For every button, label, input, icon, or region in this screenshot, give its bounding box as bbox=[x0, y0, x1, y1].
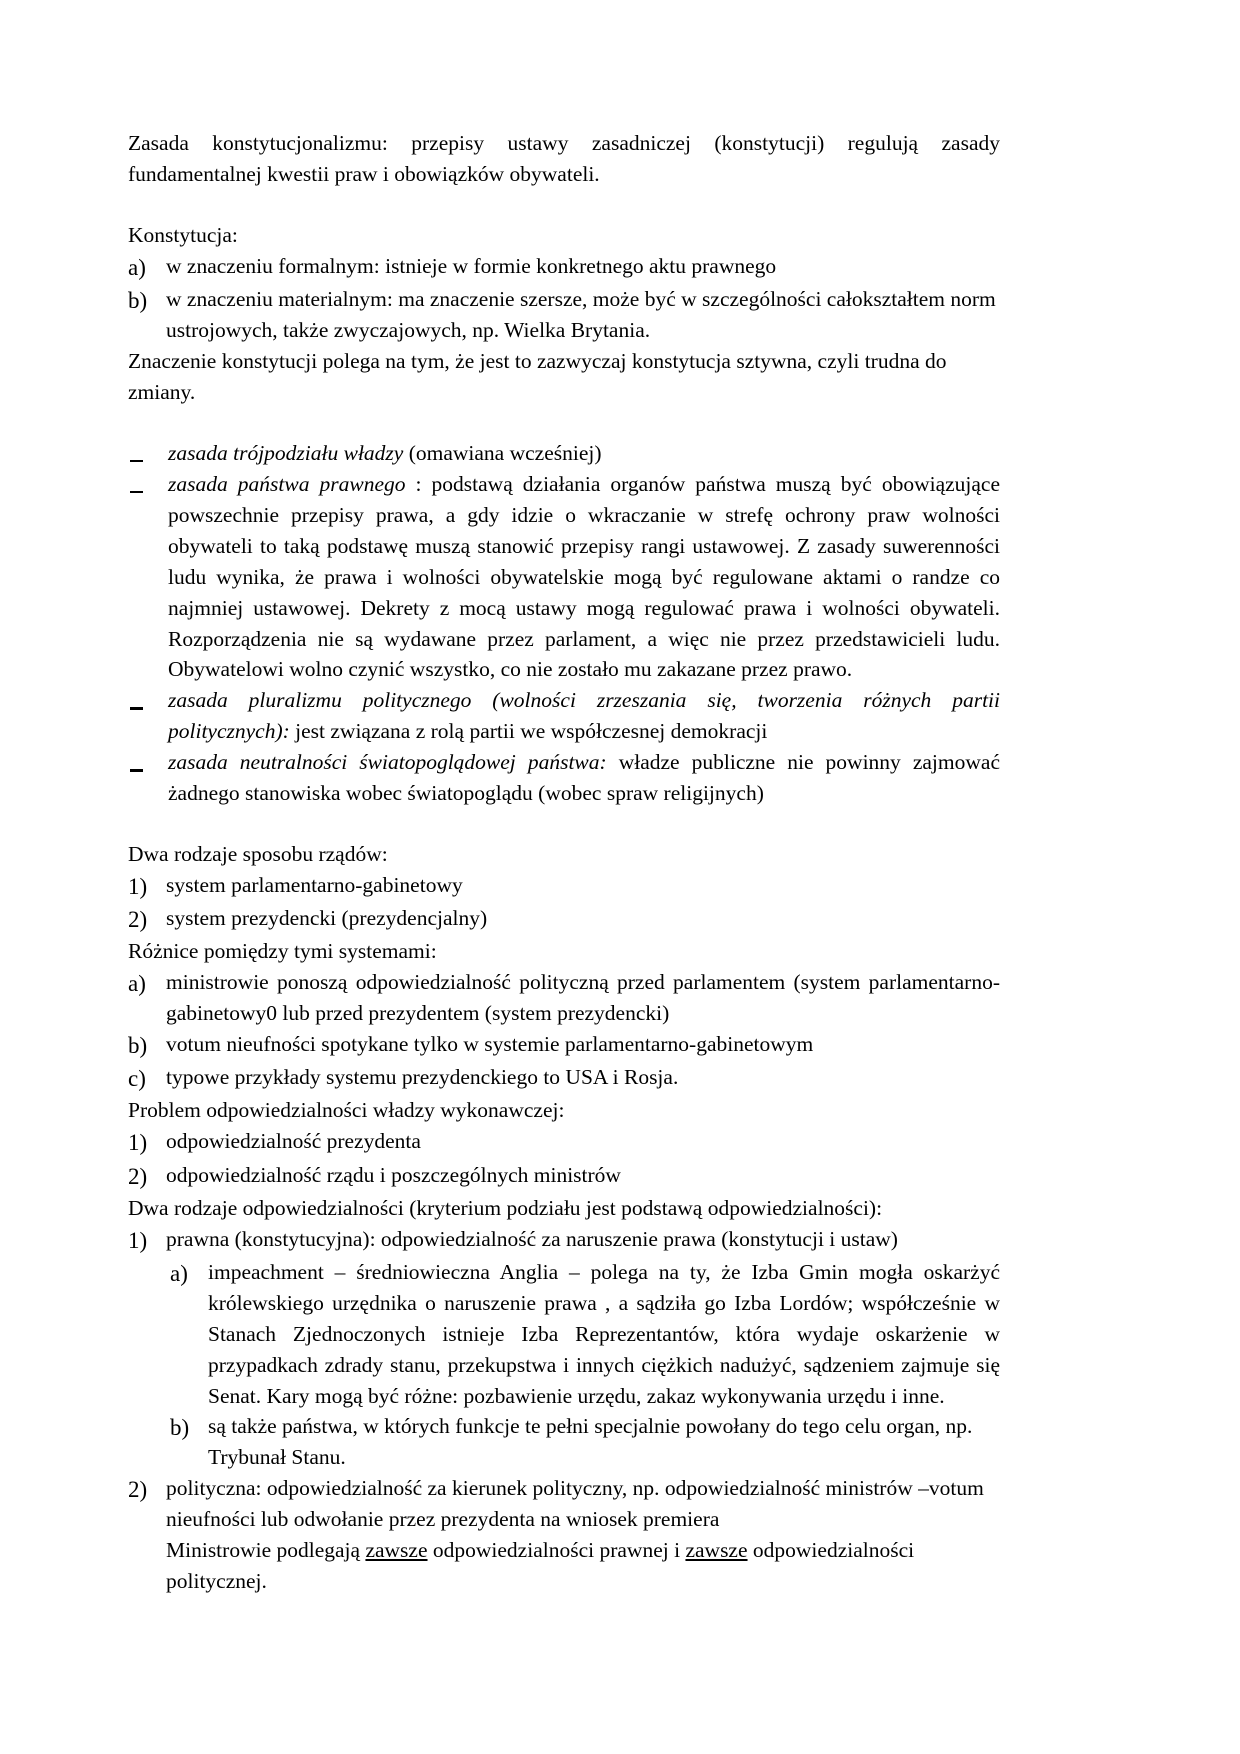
list-item-text: w znaczeniu materialnym: ma znaczenie szersze, może być w szczególności całokształtem norm ustrojowych, także zwyczajowych, np. Wielka Brytania. bbox=[166, 286, 996, 342]
document-body bbox=[128, 128, 1000, 1597]
roznice-heading: Różnice pomiędzy tymi systemami: bbox=[128, 939, 437, 964]
problem-item-2 bbox=[128, 1160, 1000, 1193]
list-item-text: ministrowie ponoszą odpowiedzialność polityczną przed parlamentem (system parlamentarno-gabinetowy0 lub przed prezydentem (system prezydencki) bbox=[166, 970, 1000, 1026]
odpowiedzialnosc-closing-row bbox=[128, 1535, 1000, 1597]
dash-bullet-icon bbox=[128, 685, 168, 686]
zasada-title: zasada trójpodziału władzy bbox=[168, 440, 404, 465]
zasada-text bbox=[168, 685, 1000, 747]
list-item-text: typowe przykłady systemu prezydenckiego to USA i Rosja. bbox=[166, 1065, 679, 1090]
zasada-rest: (omawiana wcześniej) bbox=[403, 440, 602, 465]
list-marker: a) bbox=[128, 971, 146, 997]
list-marker: 1) bbox=[128, 1130, 148, 1156]
closing-middle: odpowiedzialności prawnej i bbox=[427, 1538, 686, 1563]
list-marker: 2) bbox=[128, 1163, 148, 1189]
list-item-text: votum nieufności spotykane tylko w systemie parlamentarno-gabinetowym bbox=[166, 1032, 814, 1057]
rzady-item-2 bbox=[128, 903, 1000, 936]
konstytucja-item-b bbox=[128, 284, 1000, 346]
zasada-bullet-trojpodzial bbox=[128, 438, 1000, 469]
spacer bbox=[128, 809, 1000, 839]
zasada-bullet-neutralnosci bbox=[128, 747, 1000, 809]
zasada-bullet-panstwa-prawnego bbox=[128, 469, 1000, 686]
zasada-bullet-pluralizmu bbox=[128, 685, 1000, 747]
intro-paragraph: Zasada konstytucjonalizmu: przepisy ustawy zasadniczej (konstytucji) regulują zasady fundamentalnej kwestii praw i obowiązków obywateli. bbox=[128, 131, 1000, 186]
odpowiedzialnosc-sub-b bbox=[128, 1411, 1000, 1473]
closing-before: Ministrowie podlegają bbox=[166, 1538, 366, 1563]
list-item-text: prawna (konstytucyjna): odpowiedzialność za naruszenie prawa (konstytucji i ustaw) bbox=[166, 1226, 898, 1251]
odpowiedzialnosc-item-1 bbox=[128, 1224, 1000, 1257]
list-marker: b) bbox=[170, 1415, 190, 1441]
list-marker: b) bbox=[128, 287, 148, 313]
closing-underline-2: zawsze bbox=[685, 1538, 748, 1563]
rzady-heading: Dwa rodzaje sposobu rządów: bbox=[128, 842, 388, 867]
problem-item-1 bbox=[128, 1126, 1000, 1159]
zasada-title: zasada neutralności światopoglądowej państwa: bbox=[168, 750, 607, 775]
zasada-rest: jest związana z rolą partii we współczesnej demokracji bbox=[289, 719, 768, 744]
konstytucja-heading: Konstytucja: bbox=[128, 222, 238, 247]
list-item-text: system prezydencki (prezydencjalny) bbox=[166, 906, 488, 931]
zasada-text bbox=[168, 747, 1000, 809]
list-item-text: system parlamentarno-gabinetowy bbox=[166, 873, 463, 898]
roznice-item-c bbox=[128, 1062, 1000, 1095]
roznice-item-a bbox=[128, 967, 1000, 1029]
dash-bullet-icon bbox=[128, 747, 168, 748]
zasada-title: zasada pluralizmu politycznego (wolności zrzeszania się, tworzenia różnych partii politycznych): bbox=[168, 688, 1000, 744]
list-marker: 1) bbox=[128, 874, 148, 900]
odpowiedzialnosc-heading: Dwa rodzaje odpowiedzialności (kryterium podziału jest podstawą odpowiedzialności): bbox=[128, 1195, 883, 1220]
zasada-rest: : podstawą działania organów państwa muszą być obowiązujące powszechnie przepisy prawa, a gdy idzie o wkraczanie w strefę ochrony praw wolności obywateli to taką podstawę muszą stanowić przepisy rangi ustawowej. Z zasady suwerenności ludu wynika, że prawa i wolności obywatelskie mogą być regulowane aktami o randze co najmniej ustawowej. Dekrety z mocą ustawy mogą regulować prawa i wolności obywateli. Rozporządzenia nie są wydawane przez parlament, a więc nie przez przedstawicieli ludu. Obywatelowi wolno czynić wszystko, co nie zostało mu zakazane przez prawo. bbox=[168, 471, 1001, 682]
list-marker: a) bbox=[128, 254, 146, 280]
roznice-item-b bbox=[128, 1029, 1000, 1062]
dash-bullet-icon bbox=[128, 438, 168, 439]
list-marker: b) bbox=[128, 1033, 148, 1059]
closing-underline-1: zawsze bbox=[365, 1538, 428, 1563]
list-marker: 2) bbox=[128, 907, 148, 933]
list-item-text: odpowiedzialność prezydenta bbox=[166, 1129, 421, 1154]
konstytucja-closing: Znaczenie konstytucji polega na tym, że jest to zazwyczaj konstytucja sztywna, czyli trudna do zmiany. bbox=[128, 348, 947, 404]
closing-after: odpowiedzialności politycznej. bbox=[166, 1538, 915, 1594]
list-item-text: są także państwa, w których funkcje te pełni specjalnie powołany do tego celu organ, np. Trybunał Stanu. bbox=[208, 1414, 973, 1470]
rzady-item-1 bbox=[128, 870, 1000, 903]
problem-heading: Problem odpowiedzialności władzy wykonawczej: bbox=[128, 1098, 565, 1123]
zasada-rest: władze publiczne nie powinny zajmować żadnego stanowiska wobec światopoglądu (wobec spraw religijnych) bbox=[168, 750, 1000, 806]
odpowiedzialnosc-closing bbox=[166, 1535, 1000, 1597]
spacer bbox=[128, 190, 1000, 220]
list-marker: c) bbox=[128, 1066, 146, 1092]
list-marker: 2) bbox=[128, 1477, 148, 1503]
konstytucja-item-a bbox=[128, 251, 1000, 284]
spacer bbox=[128, 408, 1000, 438]
odpowiedzialnosc-sub-a bbox=[128, 1257, 1000, 1412]
list-item-text: impeachment – średniowieczna Anglia – polega na ty, że Izba Gmin mogła oskarżyć królewskiego urzędnika o naruszenie prawa , a sądziła go Izba Lordów; współcześnie w Stanach Zjednoczonych istnieje Izba Reprezentantów, która wydaje oskarżenie w przypadkach zdrady stanu, przekupstwa i innych ciężkich nadużyć, sądzeniem zajmuje się Senat. Kary mogą być różne: pozbawienie urzędu, zakaz wykonywania urzędu i inne. bbox=[208, 1259, 1000, 1408]
odpowiedzialnosc-item-2 bbox=[128, 1473, 1000, 1535]
zasada-text bbox=[168, 438, 1000, 469]
list-marker: 1) bbox=[128, 1227, 148, 1253]
dash-bullet-icon bbox=[128, 469, 168, 470]
zasada-text bbox=[168, 469, 1000, 686]
list-marker: a) bbox=[170, 1260, 188, 1286]
list-item-text: odpowiedzialność rządu i poszczególnych ministrów bbox=[166, 1162, 621, 1187]
list-item-text: w znaczeniu formalnym: istnieje w formie konkretnego aktu prawnego bbox=[166, 253, 777, 278]
zasada-title: zasada państwa prawnego bbox=[168, 471, 406, 496]
list-item-text: polityczna: odpowiedzialność za kierunek polityczny, np. odpowiedzialność ministrów –votum nieufności lub odwołanie przez prezydenta na wniosek premiera bbox=[166, 1476, 984, 1532]
